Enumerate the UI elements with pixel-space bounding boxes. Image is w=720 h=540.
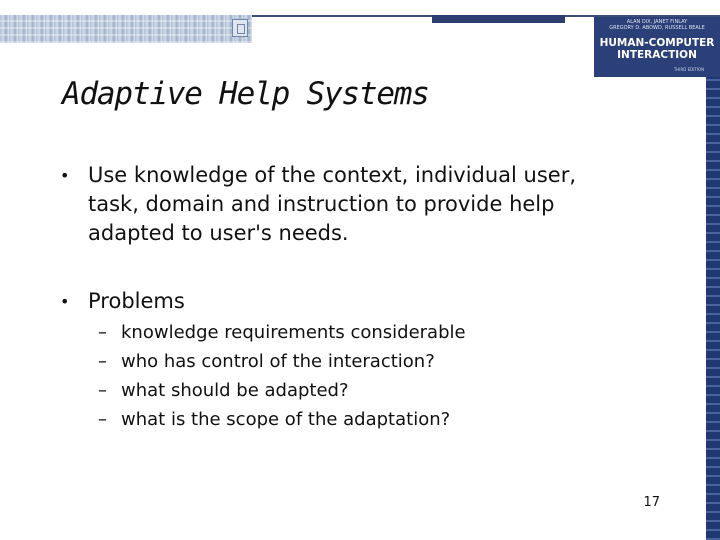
bullet-text: Problems xyxy=(88,289,185,313)
sub-bullet-marker: – xyxy=(98,380,107,401)
sub-bullet-text: what is the scope of the adaptation? xyxy=(121,409,451,430)
header-banner xyxy=(0,15,252,43)
sub-bullet-text: what should be adapted? xyxy=(121,380,349,401)
bullet-marker: • xyxy=(60,166,70,185)
banner-mark-icon xyxy=(232,19,248,37)
bullet-marker: • xyxy=(60,292,70,311)
book-cover-authors: ALAN DIX, JANET FINLAY GREGORY D. ABOWD, RUSSELL BEALE xyxy=(609,19,705,31)
header-tab xyxy=(432,15,565,23)
page-number: 17 xyxy=(643,495,660,510)
sub-bullet-marker: – xyxy=(98,409,107,430)
book-cover-edition: THIRD EDITION xyxy=(673,67,705,72)
sub-bullet-text: who has control of the interaction? xyxy=(121,351,435,372)
book-cover xyxy=(594,17,720,77)
sub-bullet-marker: – xyxy=(98,322,107,343)
sub-bullet-marker: – xyxy=(98,351,107,372)
right-edge-strip xyxy=(706,77,720,540)
sub-bullet-text: knowledge requirements considerable xyxy=(121,322,466,343)
bullet-text: Use knowledge of the context, individual user, task, domain and instruction to provide help adapted to user's needs. xyxy=(88,163,577,245)
slide-title: Adaptive Help Systems xyxy=(62,76,429,112)
book-cover-title: HUMAN-COMPUTER INTERACTION xyxy=(599,37,715,61)
